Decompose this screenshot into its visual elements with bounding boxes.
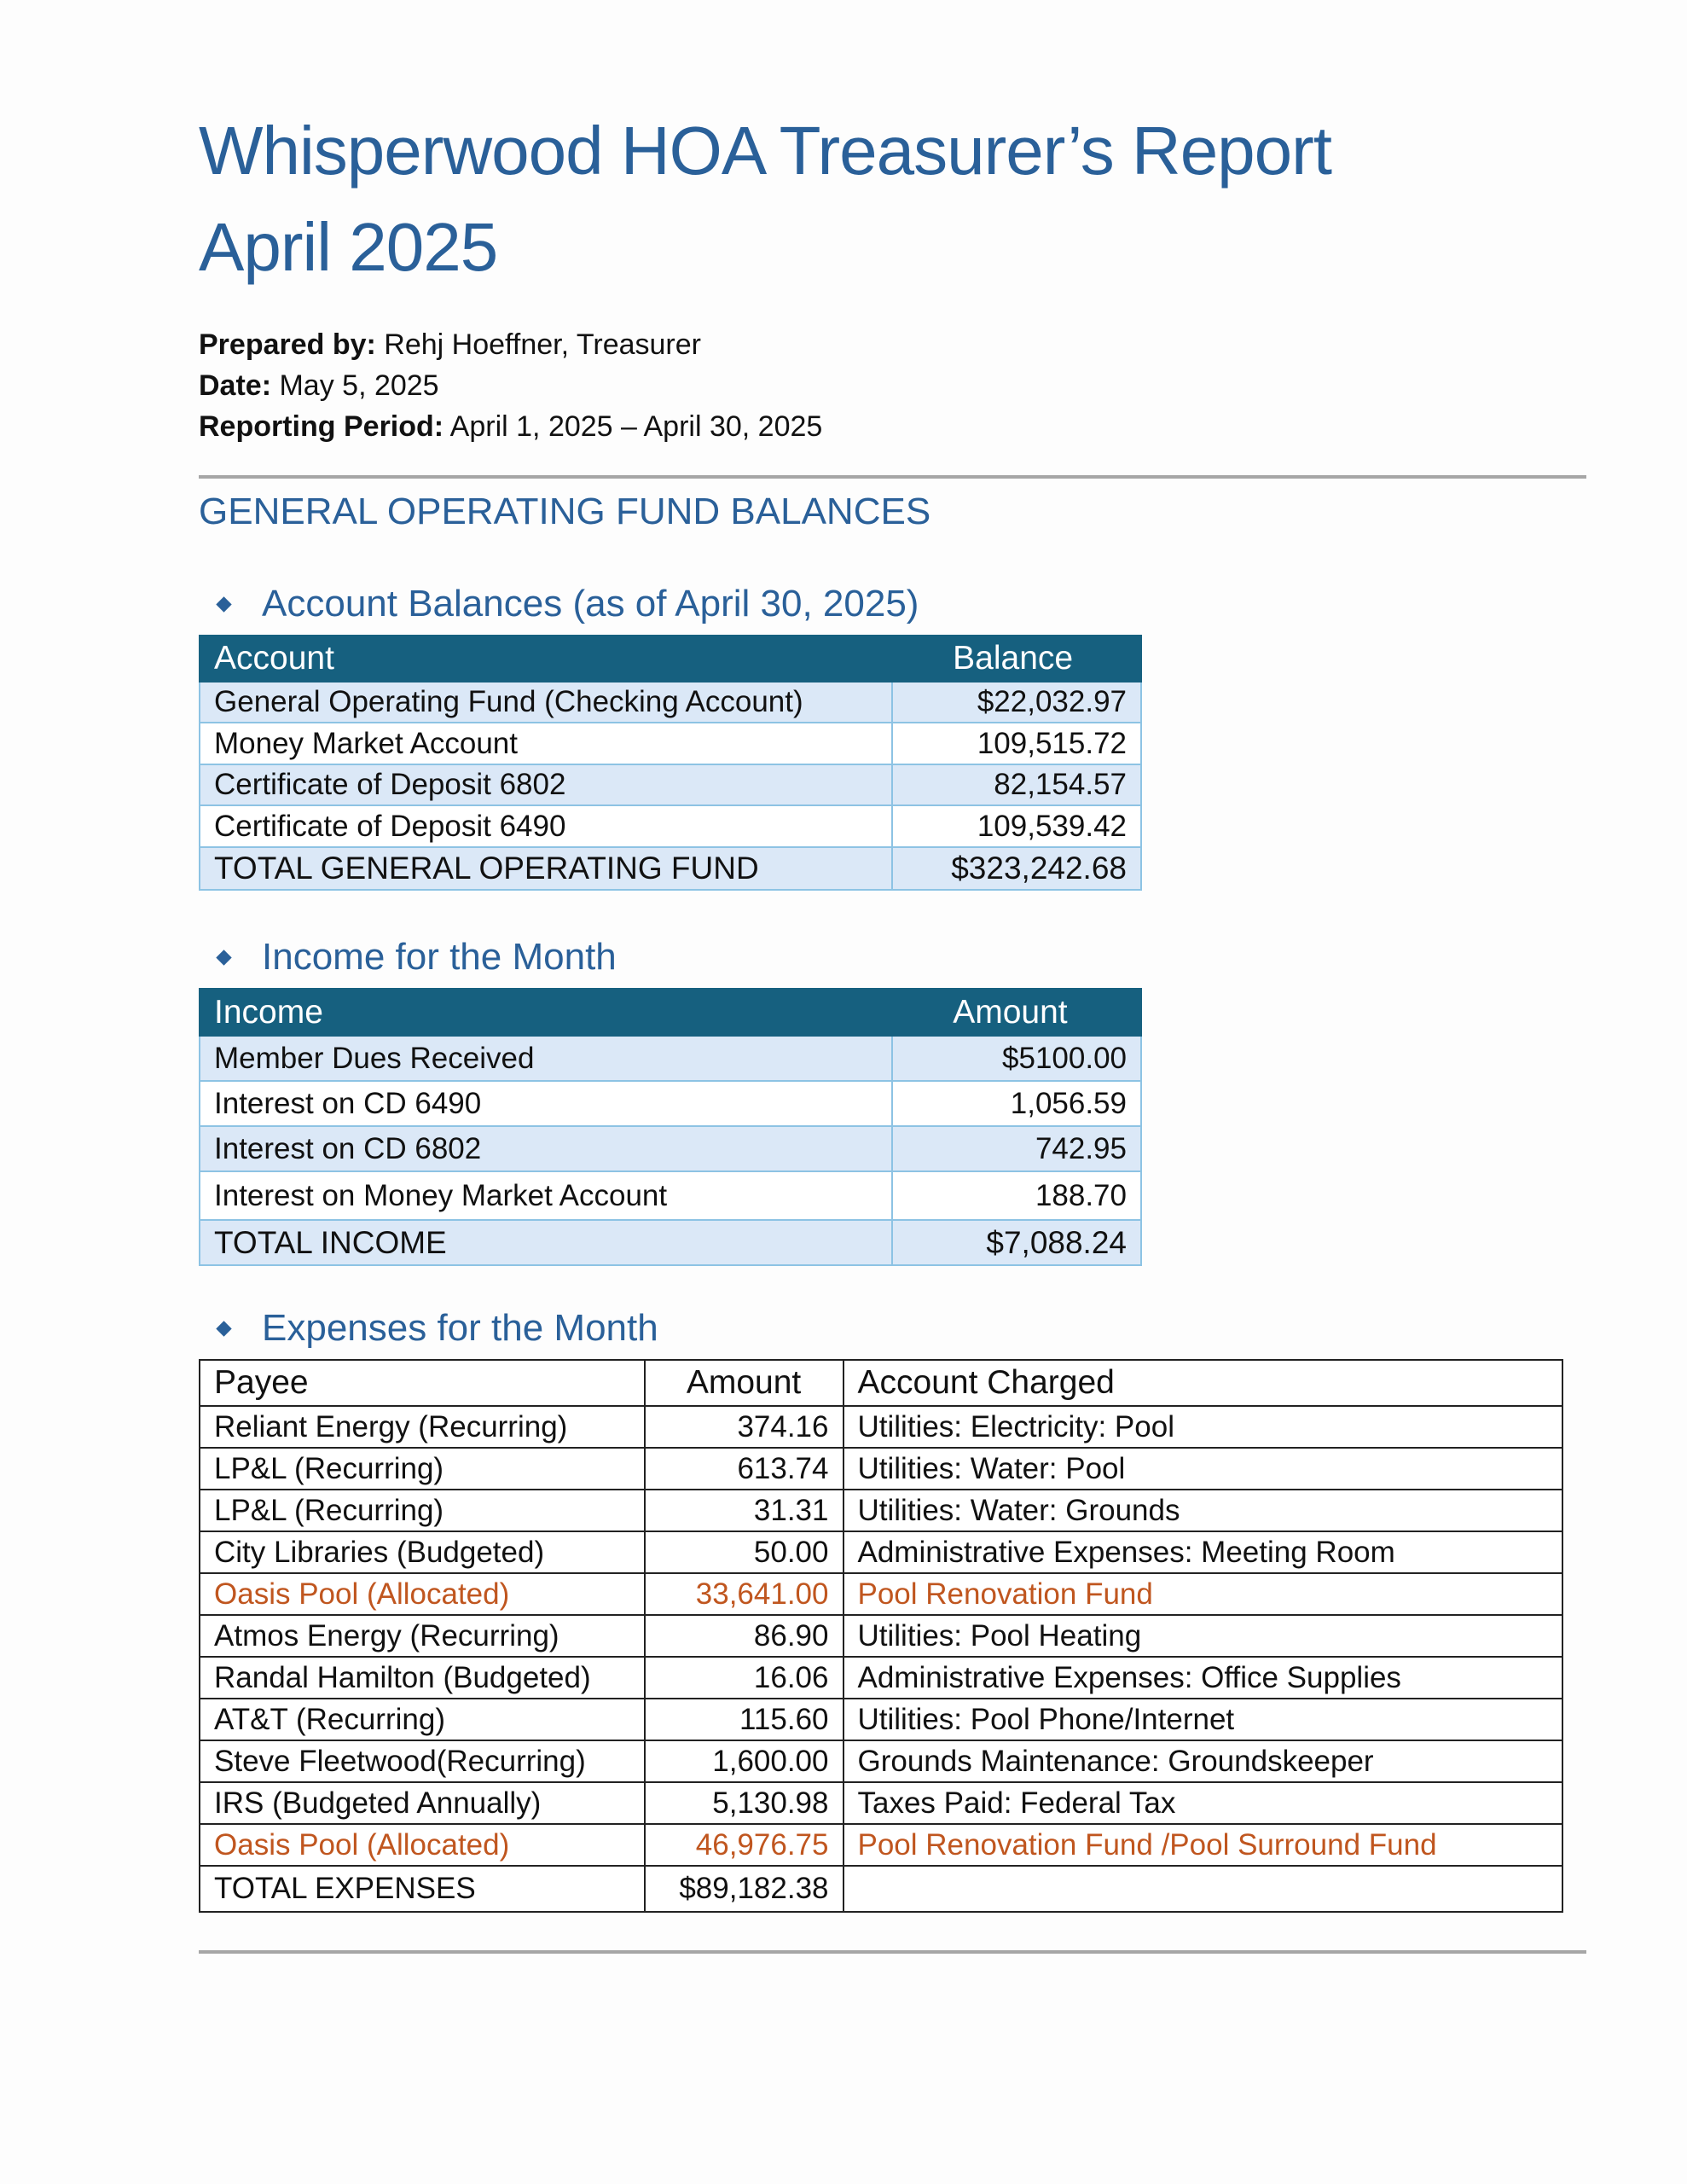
expense-account: Pool Renovation Fund <box>844 1573 1563 1615</box>
income-item: Interest on Money Market Account <box>200 1171 892 1220</box>
income-amount: $5100.00 <box>892 1036 1141 1081</box>
expense-payee: Oasis Pool (Allocated) <box>200 1573 645 1615</box>
report-date <box>199 365 822 406</box>
divider-top <box>199 475 1586 479</box>
expense-amount: 86.90 <box>645 1615 844 1657</box>
balances-col-account: Account <box>200 636 892 682</box>
income-col-amount: Amount <box>892 989 1141 1036</box>
table-row <box>200 1126 1141 1171</box>
title-line-2: April 2025 <box>199 209 498 285</box>
expense-account: Grounds Maintenance: Groundskeeper <box>844 1740 1563 1782</box>
balance-account: Money Market Account <box>200 723 892 764</box>
table-row <box>200 723 1141 764</box>
expenses-heading-text: Expenses for the Month <box>262 1307 658 1349</box>
table-row <box>200 1081 1141 1126</box>
table-row <box>200 1740 1562 1782</box>
expenses-total-empty <box>844 1866 1563 1912</box>
expense-amount: 50.00 <box>645 1531 844 1573</box>
expense-payee: Randal Hamilton (Budgeted) <box>200 1657 645 1699</box>
expense-amount: 33,641.00 <box>645 1573 844 1615</box>
expense-account: Utilities: Water: Pool <box>844 1448 1563 1490</box>
table-row <box>200 1490 1562 1531</box>
expenses-heading <box>213 1307 658 1350</box>
expense-payee: Steve Fleetwood(Recurring) <box>200 1740 645 1782</box>
expense-payee: IRS (Budgeted Annually) <box>200 1782 645 1824</box>
income-amount: 1,056.59 <box>892 1081 1141 1126</box>
expense-amount: 31.31 <box>645 1490 844 1531</box>
balance-amount: 109,539.42 <box>892 805 1141 847</box>
balances-table <box>199 635 1142 891</box>
table-row <box>200 1036 1141 1081</box>
expense-payee: AT&T (Recurring) <box>200 1699 645 1740</box>
table-row <box>200 1657 1562 1699</box>
table-row <box>200 1824 1562 1866</box>
table-row <box>200 682 1141 723</box>
table-row <box>200 764 1141 805</box>
income-amount: 188.70 <box>892 1171 1141 1220</box>
income-table <box>199 988 1142 1266</box>
expense-amount: 46,976.75 <box>645 1824 844 1866</box>
expense-payee: City Libraries (Budgeted) <box>200 1531 645 1573</box>
table-row <box>200 1171 1141 1220</box>
expense-account: Utilities: Pool Phone/Internet <box>844 1699 1563 1740</box>
date-value: May 5, 2025 <box>271 369 439 402</box>
expenses-total-label: TOTAL EXPENSES <box>200 1866 645 1912</box>
expense-payee: LP&L (Recurring) <box>200 1448 645 1490</box>
balance-account: General Operating Fund (Checking Account) <box>200 682 892 723</box>
expense-account: Pool Renovation Fund /Pool Surround Fund <box>844 1824 1563 1866</box>
expenses-table <box>199 1359 1563 1913</box>
expense-payee: LP&L (Recurring) <box>200 1490 645 1531</box>
balances-heading-text: Account Balances (as of April 30, 2025) <box>262 583 919 624</box>
prepared-by-label: Prepared by: <box>199 328 376 361</box>
expenses-col-payee: Payee <box>200 1360 645 1406</box>
expenses-total-value: $89,182.38 <box>645 1866 844 1912</box>
expense-amount: 613.74 <box>645 1448 844 1490</box>
expense-amount: 374.16 <box>645 1406 844 1448</box>
balances-total-value: $323,242.68 <box>892 847 1141 890</box>
balance-amount: 82,154.57 <box>892 764 1141 805</box>
expense-amount: 5,130.98 <box>645 1782 844 1824</box>
table-row <box>200 1406 1562 1448</box>
table-row <box>200 1782 1562 1824</box>
income-item: Member Dues Received <box>200 1036 892 1081</box>
expense-amount: 16.06 <box>645 1657 844 1699</box>
total-row <box>200 1220 1141 1265</box>
income-item: Interest on CD 6802 <box>200 1126 892 1171</box>
balance-account: Certificate of Deposit 6802 <box>200 764 892 805</box>
income-amount: 742.95 <box>892 1126 1141 1171</box>
expense-account: Utilities: Water: Grounds <box>844 1490 1563 1531</box>
prepared-by-value: Rehj Hoeffner, Treasurer <box>375 328 701 361</box>
expense-account: Administrative Expenses: Meeting Room <box>844 1531 1563 1573</box>
report-meta <box>199 324 822 447</box>
section-title: GENERAL OPERATING FUND BALANCES <box>199 491 931 532</box>
diamond-bullet-icon <box>216 950 231 965</box>
income-total-label: TOTAL INCOME <box>200 1220 892 1265</box>
balance-account: Certificate of Deposit 6490 <box>200 805 892 847</box>
income-col-income: Income <box>200 989 892 1036</box>
expense-account: Taxes Paid: Federal Tax <box>844 1782 1563 1824</box>
expense-account: Utilities: Pool Heating <box>844 1615 1563 1657</box>
table-row <box>200 1448 1562 1490</box>
expenses-col-account: Account Charged <box>844 1360 1563 1406</box>
expense-account: Administrative Expenses: Office Supplies <box>844 1657 1563 1699</box>
expense-payee: Oasis Pool (Allocated) <box>200 1824 645 1866</box>
period-label: Reporting Period: <box>199 410 444 443</box>
balances-heading <box>213 583 919 625</box>
total-row <box>200 847 1141 890</box>
date-label: Date: <box>199 369 272 402</box>
balances-total-label: TOTAL GENERAL OPERATING FUND <box>200 847 892 890</box>
reporting-period <box>199 406 822 447</box>
expenses-col-amount: Amount <box>645 1360 844 1406</box>
table-row <box>200 1699 1562 1740</box>
report-title <box>199 102 1563 295</box>
expense-payee: Reliant Energy (Recurring) <box>200 1406 645 1448</box>
balance-amount: $22,032.97 <box>892 682 1141 723</box>
expense-account: Utilities: Electricity: Pool <box>844 1406 1563 1448</box>
table-row <box>200 1573 1562 1615</box>
expense-payee: Atmos Energy (Recurring) <box>200 1615 645 1657</box>
balance-amount: 109,515.72 <box>892 723 1141 764</box>
income-item: Interest on CD 6490 <box>200 1081 892 1126</box>
expense-amount: 115.60 <box>645 1699 844 1740</box>
table-row <box>200 805 1141 847</box>
diamond-bullet-icon <box>216 1321 231 1336</box>
prepared-by <box>199 324 822 365</box>
income-heading <box>213 936 617 979</box>
table-row <box>200 1531 1562 1573</box>
total-row <box>200 1866 1562 1912</box>
income-total-value: $7,088.24 <box>892 1220 1141 1265</box>
income-heading-text: Income for the Month <box>262 936 617 978</box>
expense-amount: 1,600.00 <box>645 1740 844 1782</box>
diamond-bullet-icon <box>216 596 231 612</box>
balances-col-balance: Balance <box>892 636 1141 682</box>
title-line-1: Whisperwood HOA Treasurer’s Report <box>199 113 1332 189</box>
period-value: April 1, 2025 – April 30, 2025 <box>443 410 823 443</box>
table-row <box>200 1615 1562 1657</box>
divider-bottom <box>199 1950 1586 1954</box>
